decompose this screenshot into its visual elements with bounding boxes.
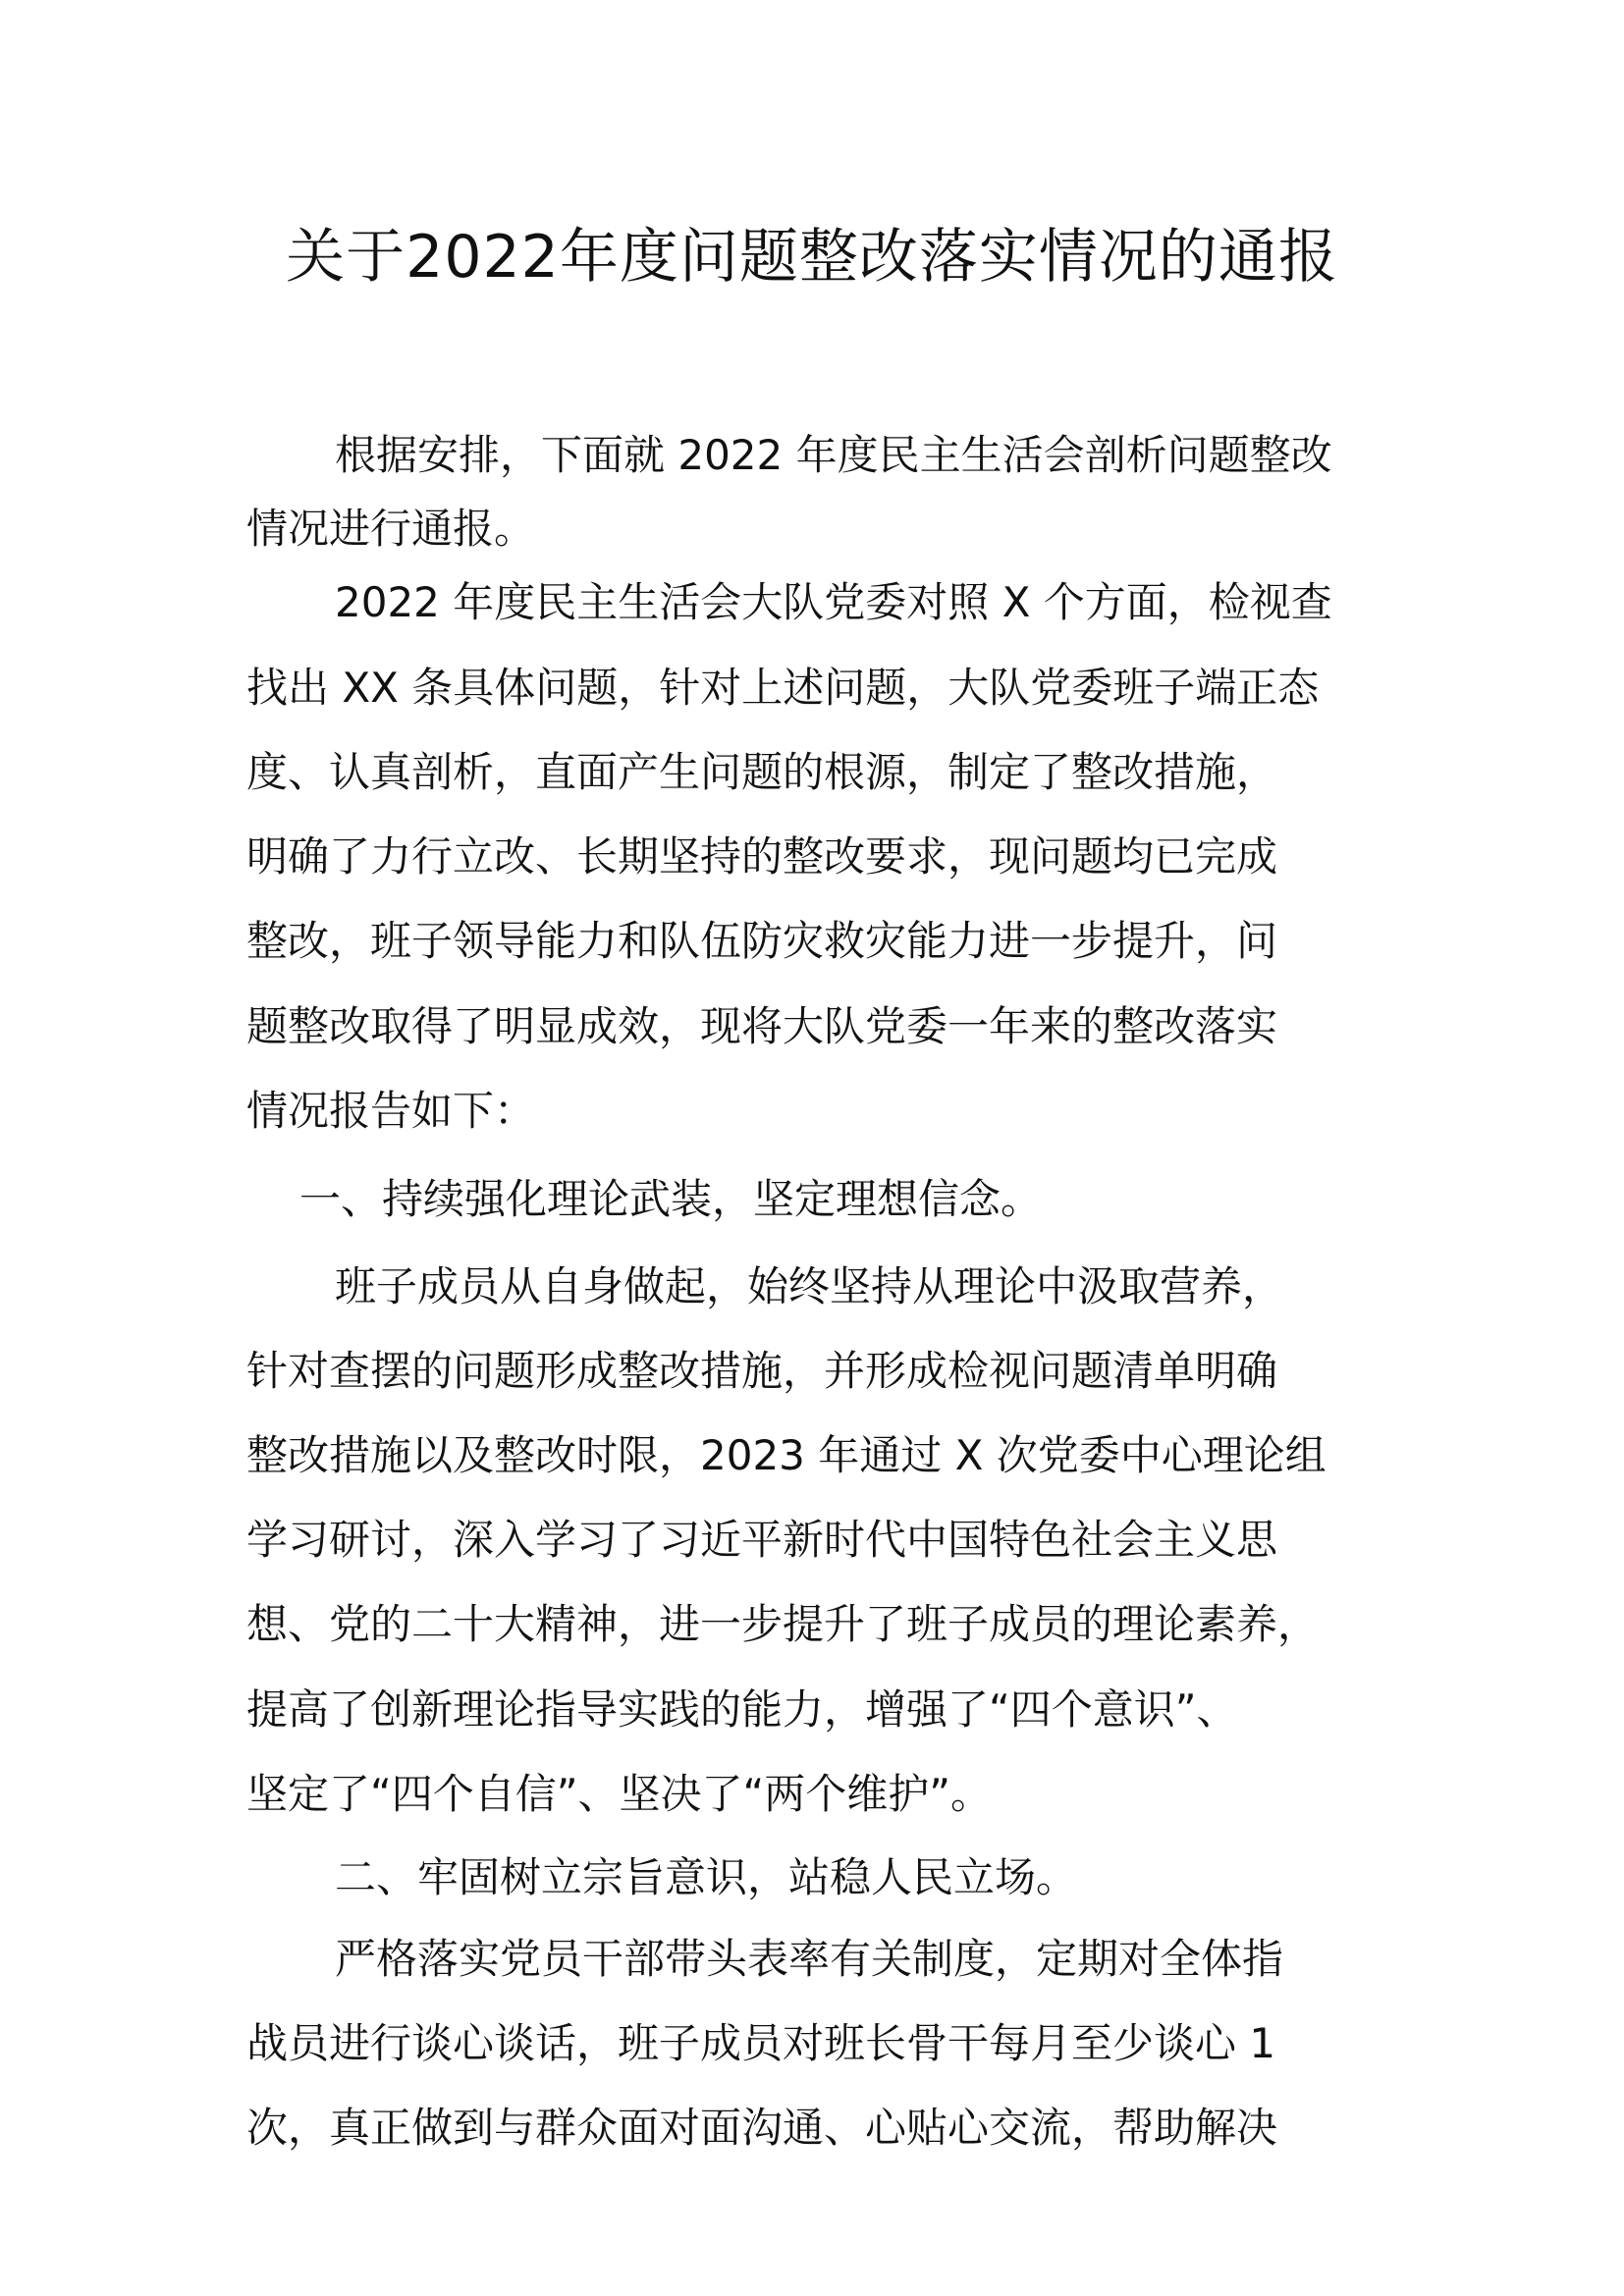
paragraph-line: 提高了创新理论指导实践的能力，增强了“四个意识”、 (246, 1685, 1238, 1734)
paragraph-line: 整改，班子领导能力和队伍防灾救灾能力进一步提升，问 (246, 917, 1278, 965)
paragraph-line: 明确了力行立改、长期坚持的整改要求，现问题均已完成 (246, 832, 1278, 881)
paragraph-line: 严格落实党员干部带头表率有关制度，定期对全体指 (335, 1935, 1284, 1983)
paragraph-line: 次，真正做到与群众面对面沟通、心贴心交流，帮助解决 (246, 2104, 1278, 2152)
paragraph-line: 题整改取得了明显成效，现将大队党委一年来的整改落实 (246, 1002, 1278, 1050)
paragraph-line: 想、党的二十大精神，进一步提升了班子成员的理论素养， (246, 1600, 1320, 1648)
paragraph-line: 战员进行谈心谈话，班子成员对班长骨干每月至少谈心 1 (246, 2019, 1276, 2067)
paragraph-line: 情况报告如下： (246, 1087, 536, 1135)
paragraph-line: 学习研讨，深入学习了习近平新时代中国特色社会主义思 (246, 1516, 1278, 1564)
paragraph-line: 针对查摆的问题形成整改措施，并形成检视问题清单明确 (246, 1347, 1278, 1395)
section-heading: 一、持续强化理论武装，坚定理想信念。 (299, 1175, 1043, 1223)
paragraph-line: 根据安排，下面就 2022 年度民主生活会剖析问题整改 (335, 431, 1332, 479)
paragraph-line: 情况进行通报。 (246, 505, 536, 553)
paragraph-line: 班子成员从自身做起，始终坚持从理论中汲取营养， (335, 1262, 1284, 1310)
section-heading: 二、牢固树立宗旨意识，站稳人民立场。 (335, 1853, 1078, 1901)
document-title: 关于2022年度问题整改落实情况的通报 (286, 223, 1338, 292)
paragraph-line: 2022 年度民主生活会大队党委对照 X 个方面，检视查 (335, 578, 1332, 626)
paragraph-line: 度、认真剖析，直面产生问题的根源，制定了整改措施， (246, 748, 1278, 796)
paragraph-line: 找出 XX 条具体问题，针对上述问题，大队党委班子端正态 (246, 664, 1320, 712)
paragraph-line: 坚定了“四个自信”、坚决了“两个维护”。 (246, 1770, 993, 1818)
paragraph-line: 整改措施以及整改时限，2023 年通过 X 次党委中心理论组 (246, 1431, 1326, 1479)
